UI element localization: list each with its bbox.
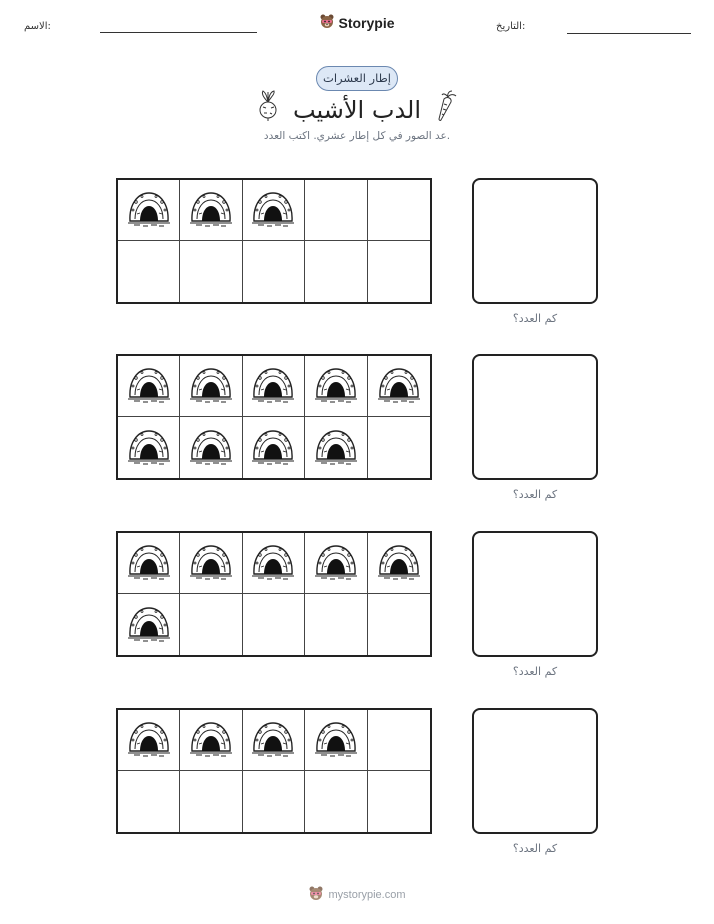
worksheet-title: الدب الأشيب: [292, 96, 422, 124]
ten-frame-cell: [305, 417, 367, 478]
answer-question-label: كم العدد؟: [512, 488, 558, 501]
ten-frame-cell: [118, 356, 180, 417]
ten-frame-cell: [243, 180, 305, 241]
cave-icon: [376, 541, 422, 585]
date-line[interactable]: [567, 33, 691, 34]
answer-box[interactable]: [472, 354, 598, 480]
cave-icon: [126, 364, 172, 408]
footer-url[interactable]: mystorypie.com: [328, 889, 406, 901]
ten-frame-cell: [243, 241, 305, 302]
ten-frame-cell: [180, 241, 242, 302]
ten-frame-cell: [118, 710, 180, 771]
ten-frame-cell: [118, 241, 180, 302]
ten-frame-cell: [118, 533, 180, 594]
bear-logo-icon: [308, 885, 324, 905]
ten-frame: [116, 708, 432, 834]
cave-icon: [188, 541, 234, 585]
cave-icon: [126, 188, 172, 232]
carrot-icon: [435, 90, 457, 126]
ten-frame-cell: [180, 710, 242, 771]
ten-frame-cell: [118, 417, 180, 478]
answer-box[interactable]: [472, 178, 598, 304]
ten-frame-cell: [180, 180, 242, 241]
name-label: الاسم:: [24, 21, 51, 32]
cave-icon: [126, 426, 172, 470]
ten-frame-cell: [368, 356, 430, 417]
ten-frame-cell: [368, 241, 430, 302]
ten-frame-cell: [243, 356, 305, 417]
ten-frame-cell: [368, 710, 430, 771]
ten-frame-cell: [368, 533, 430, 594]
cave-icon: [188, 188, 234, 232]
ten-frame-cell: [368, 417, 430, 478]
ten-frame-cell: [180, 417, 242, 478]
cave-icon: [313, 718, 359, 762]
ten-frame-cell: [243, 710, 305, 771]
cave-icon: [313, 541, 359, 585]
worksheet-type-badge: إطار العشرات: [316, 66, 398, 91]
footer: [0, 885, 714, 905]
bear-logo-icon: [319, 13, 335, 33]
cave-icon: [126, 718, 172, 762]
ten-frame-cell: [118, 180, 180, 241]
cave-icon: [126, 541, 172, 585]
ten-frame-cell: [243, 594, 305, 655]
cave-icon: [250, 364, 296, 408]
ten-frame-cell: [305, 241, 367, 302]
cave-icon: [250, 541, 296, 585]
ten-frame: [116, 354, 432, 480]
ten-frame-cell: [180, 533, 242, 594]
ten-frame-cell: [305, 710, 367, 771]
cave-icon: [376, 364, 422, 408]
answer-question-label: كم العدد؟: [512, 312, 558, 325]
answer-box[interactable]: [472, 708, 598, 834]
ten-frame-cell: [305, 594, 367, 655]
cave-icon: [250, 188, 296, 232]
cave-icon: [313, 364, 359, 408]
ten-frame-cell: [368, 594, 430, 655]
cave-icon: [188, 718, 234, 762]
ten-frame-cell: [118, 771, 180, 832]
ten-frame-cell: [305, 180, 367, 241]
ten-frame-cell: [305, 771, 367, 832]
cave-icon: [126, 603, 172, 647]
cave-icon: [250, 426, 296, 470]
ten-frame: [116, 178, 432, 304]
ten-frame-cell: [118, 594, 180, 655]
brand: [0, 13, 714, 33]
ten-frame-cell: [243, 771, 305, 832]
ten-frame: [116, 531, 432, 657]
ten-frame-cell: [180, 356, 242, 417]
date-label: التاريخ:: [496, 21, 526, 32]
ten-frame-cell: [305, 356, 367, 417]
answer-question-label: كم العدد؟: [512, 842, 558, 855]
ten-frame-cell: [368, 180, 430, 241]
ten-frame-cell: [180, 594, 242, 655]
ten-frame-cell: [305, 533, 367, 594]
cave-icon: [313, 426, 359, 470]
answer-question-label: كم العدد؟: [512, 665, 558, 678]
ten-frame-cell: [243, 533, 305, 594]
ten-frame-cell: [243, 417, 305, 478]
ten-frame-cell: [180, 771, 242, 832]
cave-icon: [250, 718, 296, 762]
cave-icon: [188, 364, 234, 408]
ten-frame-cell: [368, 771, 430, 832]
instructions: عد الصور في كل إطار عشري. اكتب العدد.: [263, 130, 451, 142]
cave-icon: [188, 426, 234, 470]
answer-box[interactable]: [472, 531, 598, 657]
brand-name: Storypie: [338, 15, 395, 31]
